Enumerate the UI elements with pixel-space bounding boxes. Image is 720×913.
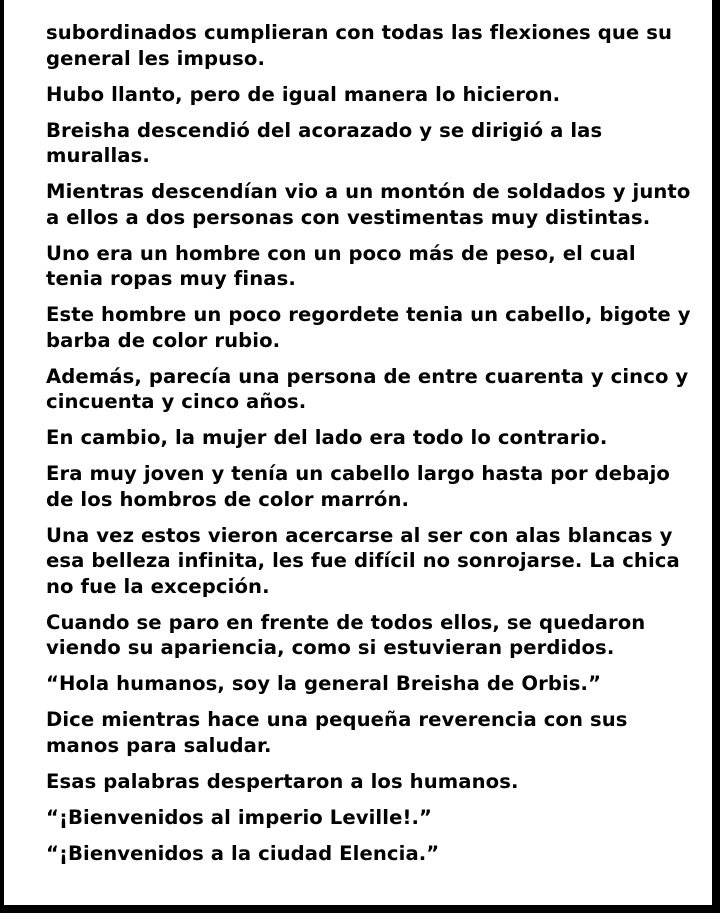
paragraph: En cambio, la mujer del lado era todo lo contrario.: [46, 426, 608, 449]
paragraph: Breisha descendió del acorazado y se dirigió a las murallas.: [46, 118, 603, 167]
paragraph: “¡Bienvenidos al imperio Leville!.”: [46, 805, 433, 829]
paragraph: Esas palabras despertaron a los humanos.: [46, 769, 519, 793]
paragraph: Dice mientras hace una pequeña reverencia con sus manos para saludar.: [46, 708, 628, 757]
paragraph: Mientras descendían vio a un montón de soldados y junto a ellos a dos personas con vestimentas muy distintas.: [46, 180, 691, 229]
paragraph: Además, parecía una persona de entre cuarenta y cinco y cincuenta y cinco años.: [46, 364, 689, 413]
paragraph: Era muy joven y tenía un cabello largo hasta por debajo de los hombros de color marrón.: [46, 462, 670, 511]
paragraph: “Hola humanos, soy la general Breisha de Orbis.”: [46, 672, 602, 695]
paragraph: Hubo llanto, pero de igual manera lo hicieron.: [46, 82, 561, 106]
document-page: [4, 0, 712, 905]
paragraph: subordinados cumplieran con todas las flexiones que su general les impuso.: [46, 21, 673, 70]
paragraph: Este hombre un poco regordete tenia un cabello, bigote y barba de color rubio.: [46, 303, 691, 352]
paragraph: Uno era un hombre con un poco más de peso, el cual tenia ropas muy finas.: [46, 241, 636, 290]
paragraph: Cuando se paro en frente de todos ellos, se quedaron viendo su apariencia, como si estuvieran perdidos.: [46, 610, 646, 659]
paragraph: “¡Bienvenidos a la ciudad Elencia.”: [46, 841, 440, 865]
paragraph: Una vez estos vieron acercarse al ser con alas blancas y esa belleza infinita, les fue difícil no sonrojarse. La chica no fue la excepción.: [46, 523, 680, 598]
